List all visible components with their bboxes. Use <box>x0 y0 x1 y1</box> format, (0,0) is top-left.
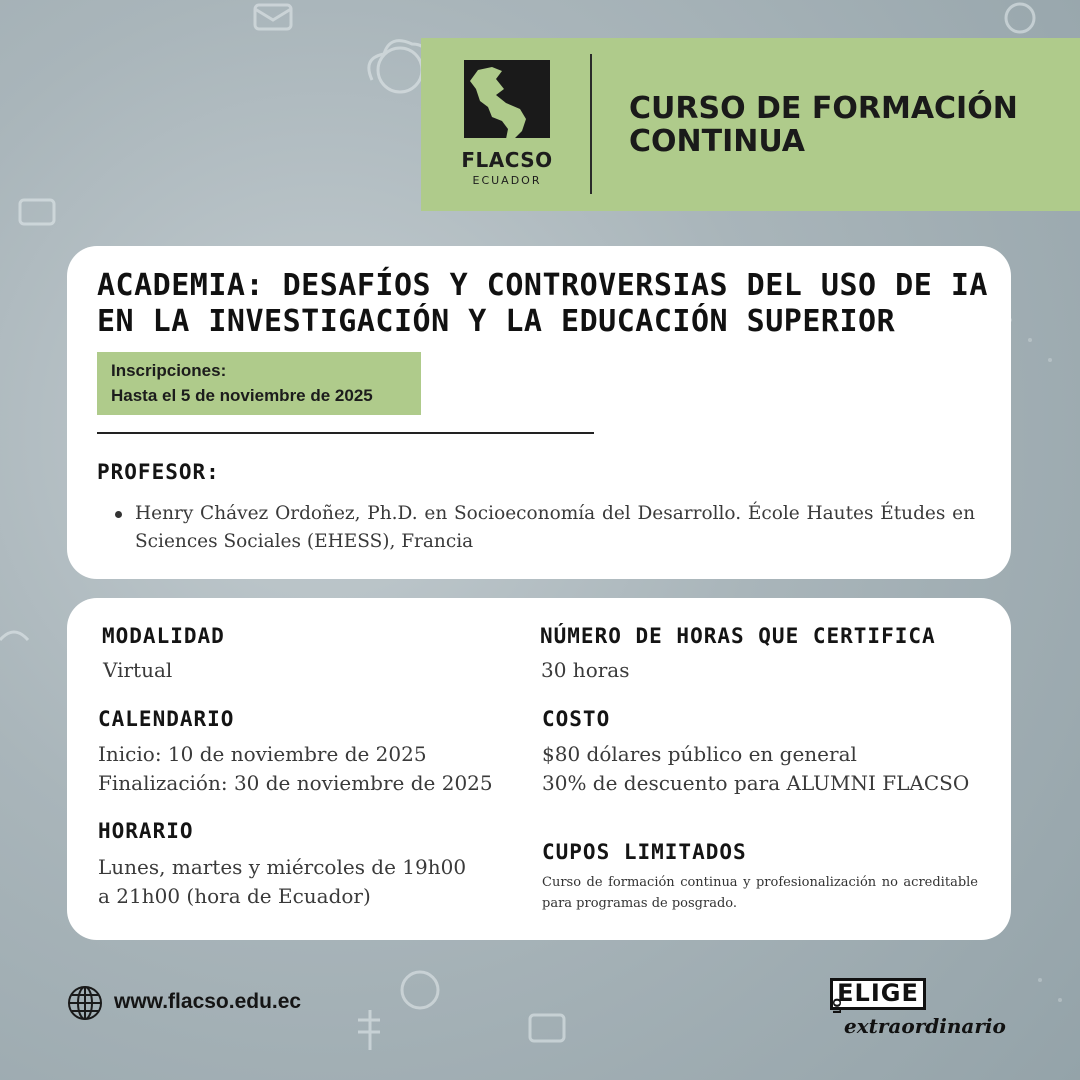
logo-subtitle: ECUADOR <box>472 174 542 187</box>
costo-line-1: $80 dólares público en general <box>542 742 857 766</box>
costo-heading: COSTO <box>542 707 611 731</box>
cupos-note: Curso de formación continua y profesionalización no acreditable para programas de posgrado. <box>542 875 978 911</box>
horas-value: 30 horas <box>541 658 630 682</box>
globe-icon <box>67 985 103 1021</box>
inscripciones-deadline: Hasta el 5 de noviembre de 2025 <box>111 386 373 405</box>
flacso-logo-icon <box>464 60 550 138</box>
calendario-end: Finalización: 30 de noviembre de 2025 <box>98 771 493 795</box>
modalidad-value: Virtual <box>103 658 173 682</box>
horario-line-1: Lunes, martes y miércoles de 19h00 <box>98 855 467 879</box>
calendario-start: Inicio: 10 de noviembre de 2025 <box>98 742 427 766</box>
course-title: ACADEMIA: DESAFÍOS Y CONTROVERSIAS DEL USO DE IA EN LA INVESTIGACIÓN Y LA EDUCACIÓN SUPERIOR <box>97 268 988 339</box>
logo-name: FLACSO <box>461 148 553 172</box>
cupos-heading: CUPOS LIMITADOS <box>542 840 747 864</box>
inscripciones-label: Inscripciones: <box>111 361 227 380</box>
inscripciones-box <box>97 352 421 415</box>
profesor-heading: PROFESOR: <box>97 460 220 484</box>
modalidad-heading: MODALIDAD <box>102 624 225 648</box>
calendario-heading: CALENDARIO <box>98 707 235 731</box>
course-type-heading: CURSO DE FORMACIÓN CONTINUA <box>629 91 1018 159</box>
elige-logo-text: ELIGE <box>837 979 919 1007</box>
horas-heading: NÚMERO DE HORAS QUE CERTIFICA <box>540 624 936 648</box>
horario-heading: HORARIO <box>98 819 194 843</box>
header-divider <box>590 54 592 194</box>
website-link[interactable]: www.flacso.edu.ec <box>114 990 302 1013</box>
profesor-list-item: Henry Chávez Ordoñez, Ph.D. en Socioeconomía del Desarrollo. École Hautes Études en Sciences Sociales (EHESS), Francia <box>115 500 975 556</box>
section-separator <box>97 432 594 434</box>
elige-tagline: extraordinario <box>844 1014 1006 1038</box>
elige-logo-lo: LO <box>831 998 844 1014</box>
horario-line-2: a 21h00 (hora de Ecuador) <box>98 884 371 908</box>
costo-line-2: 30% de descuento para ALUMNI FLACSO <box>542 771 970 795</box>
